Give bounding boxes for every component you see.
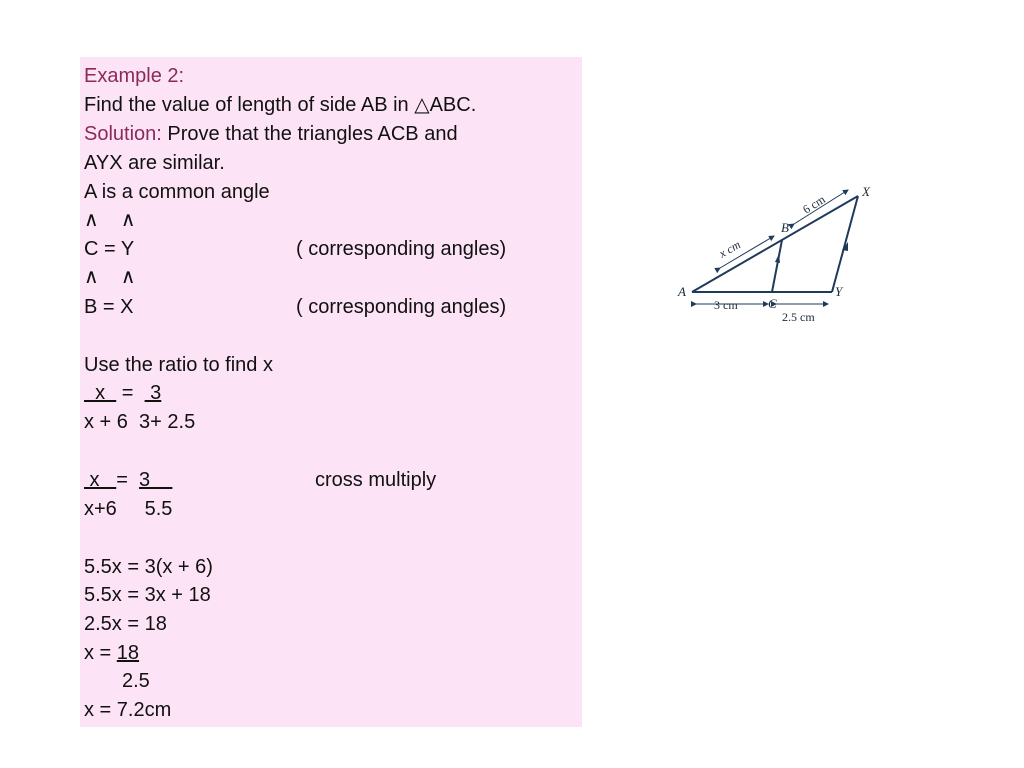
ratio-1-num-left: x bbox=[84, 382, 117, 404]
step-4-prefix: x = bbox=[84, 642, 117, 664]
step-4 bbox=[84, 641, 139, 665]
side-xy bbox=[832, 196, 858, 292]
vertex-label-a: A bbox=[678, 284, 686, 299]
step-1: 5.5x = 3(x + 6) bbox=[84, 556, 213, 578]
ratio-intro: Use the ratio to find x bbox=[84, 354, 273, 376]
vertex-label-x: X bbox=[862, 184, 870, 199]
question-text: Find the value of length of side AB in △ABC. bbox=[84, 94, 477, 116]
ratio-2-denominator: x+6 5.5 bbox=[84, 498, 173, 520]
solution-label: Solution: bbox=[84, 123, 162, 145]
parallel-arrows bbox=[775, 242, 848, 263]
ratio-2-equals: = bbox=[116, 469, 140, 491]
ratio-1-numerator bbox=[84, 381, 161, 405]
label-x-cm: x cm bbox=[716, 237, 743, 261]
label-6cm: 6 cm bbox=[800, 192, 828, 217]
step-2: 5.5x = 3x + 18 bbox=[84, 584, 211, 606]
vertex-label-c: C bbox=[768, 296, 777, 311]
solution-text-2: AYX are similar. bbox=[84, 152, 225, 174]
ratio-1-num-right: 3 bbox=[144, 382, 162, 404]
side-bc bbox=[772, 240, 782, 292]
vertex-label-y: Y bbox=[835, 284, 843, 299]
ratio-2-numerator bbox=[84, 468, 172, 492]
example-title: Example 2: bbox=[84, 65, 185, 87]
step-4-denominator: 2.5 bbox=[122, 670, 150, 692]
solution-line bbox=[84, 122, 458, 146]
triangle-diagram bbox=[672, 178, 882, 328]
angle-hat-row-2: ∧ ∧ bbox=[84, 266, 136, 288]
ratio-1-denominator: x + 6 3+ 2.5 bbox=[84, 411, 196, 433]
cross-multiply-note: cross multiply bbox=[315, 469, 437, 491]
angle-hat-row-1: ∧ ∧ bbox=[84, 209, 136, 231]
step-3: 2.5x = 18 bbox=[84, 613, 167, 635]
angle-b-statement: B = X bbox=[84, 296, 134, 318]
ratio-2-num-right: 3 bbox=[139, 469, 173, 491]
vertex-label-b: B bbox=[781, 220, 789, 235]
triangle-lines bbox=[692, 196, 858, 292]
reason-c: ( corresponding angles) bbox=[296, 238, 507, 260]
step-4-numerator: 18 bbox=[116, 642, 140, 664]
ratio-1-equals: = bbox=[116, 382, 145, 404]
reason-b: ( corresponding angles) bbox=[296, 296, 507, 318]
solution-text: Prove that the triangles ACB and bbox=[161, 123, 458, 145]
label-2-5cm: 2.5 cm bbox=[782, 310, 815, 324]
ratio-2-num-left: x bbox=[84, 469, 117, 491]
common-angle-text: A is a common angle bbox=[84, 181, 270, 203]
angle-c-statement: C = Y bbox=[84, 238, 135, 260]
final-answer: x = 7.2cm bbox=[84, 699, 172, 721]
label-3cm: 3 cm bbox=[714, 298, 738, 312]
